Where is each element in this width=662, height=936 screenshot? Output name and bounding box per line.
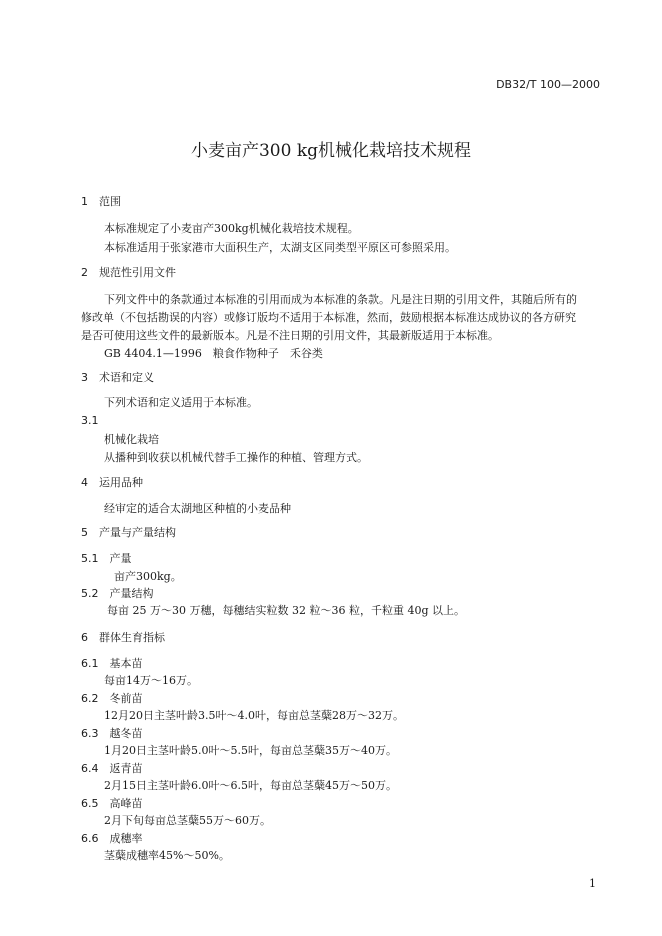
section-6-heading: 6 群体生育指标 bbox=[81, 631, 165, 644]
clause-5-2-heading: 5.2 产量结构 bbox=[81, 587, 154, 600]
standard-code: DB32/T 100—2000 bbox=[496, 78, 600, 91]
section-3-text: 下列术语和定义适用于本标准。 bbox=[104, 396, 258, 409]
section-4-heading: 4 运用品种 bbox=[81, 476, 143, 489]
section-1-text-1: 本标准规定了小麦亩产300kg机械化栽培技术规程。 bbox=[104, 222, 359, 235]
clause-5-1-text: 亩产300kg。 bbox=[114, 570, 182, 583]
clause-6-5-text: 2月下旬每亩总茎蘖55万～60万。 bbox=[104, 814, 271, 827]
section-2-line-1: 下列文件中的条款通过本标准的引用而成为本标准的条款。凡是注日期的引用文件，其随后所有的 bbox=[104, 293, 577, 306]
page-title: 小麦亩产300 kg机械化栽培技术规程 bbox=[190, 141, 472, 161]
clause-6-2-text: 12月20日主茎叶龄3.5叶～4.0叶，每亩总茎蘖28万～32万。 bbox=[104, 709, 404, 722]
reference-entry: GB 4404.1—1996 粮食作物种子 禾谷类 bbox=[104, 347, 323, 360]
page-number: 1 bbox=[589, 877, 596, 890]
clause-6-3-heading: 6.3 越冬苗 bbox=[81, 727, 143, 740]
term-definition: 从播种到收获以机械代替手工操作的种植、管理方式。 bbox=[104, 451, 368, 464]
clause-6-2-heading: 6.2 冬前苗 bbox=[81, 692, 143, 705]
section-1-heading: 1 范围 bbox=[81, 195, 121, 208]
section-2-line-2: 修改单（不包括勘误的内容）或修订版均不适用于本标准，然而，鼓励根据本标准达成协议的各方研究 bbox=[81, 311, 576, 324]
section-2-heading: 2 规范性引用文件 bbox=[81, 266, 176, 279]
clause-3-1-number: 3.1 bbox=[81, 414, 99, 427]
clause-5-1-heading: 5.1 产量 bbox=[81, 552, 132, 565]
section-5-heading: 5 产量与产量结构 bbox=[81, 526, 176, 539]
section-4-text: 经审定的适合太湖地区种植的小麦品种 bbox=[104, 502, 291, 515]
section-3-heading: 3 术语和定义 bbox=[81, 371, 154, 384]
section-1-text-2: 本标准适用于张家港市大面积生产，太湖支区同类型平原区可参照采用。 bbox=[104, 241, 456, 254]
section-2-line-3: 是否可使用这些文件的最新版本。凡是不注日期的引用文件，其最新版适用于本标准。 bbox=[81, 329, 499, 342]
clause-6-4-heading: 6.4 返青苗 bbox=[81, 762, 143, 775]
clause-6-1-text: 每亩14万～16万。 bbox=[104, 674, 198, 687]
clause-6-6-heading: 6.6 成穗率 bbox=[81, 832, 143, 845]
term-name: 机械化栽培 bbox=[104, 433, 159, 446]
clause-6-1-heading: 6.1 基本苗 bbox=[81, 657, 143, 670]
clause-6-5-heading: 6.5 高峰苗 bbox=[81, 797, 143, 810]
clause-5-2-text: 每亩 25 万～30 万穗，每穗结实粒数 32 粒～36 粒，千粒重 40g 以上。 bbox=[107, 604, 465, 617]
clause-6-6-text: 茎蘖成穗率45%～50%。 bbox=[104, 849, 230, 862]
clause-6-3-text: 1月20日主茎叶龄5.0叶～5.5叶，每亩总茎蘖35万～40万。 bbox=[104, 744, 397, 757]
clause-6-4-text: 2月15日主茎叶龄6.0叶～6.5叶，每亩总茎蘖45万～50万。 bbox=[104, 779, 397, 792]
